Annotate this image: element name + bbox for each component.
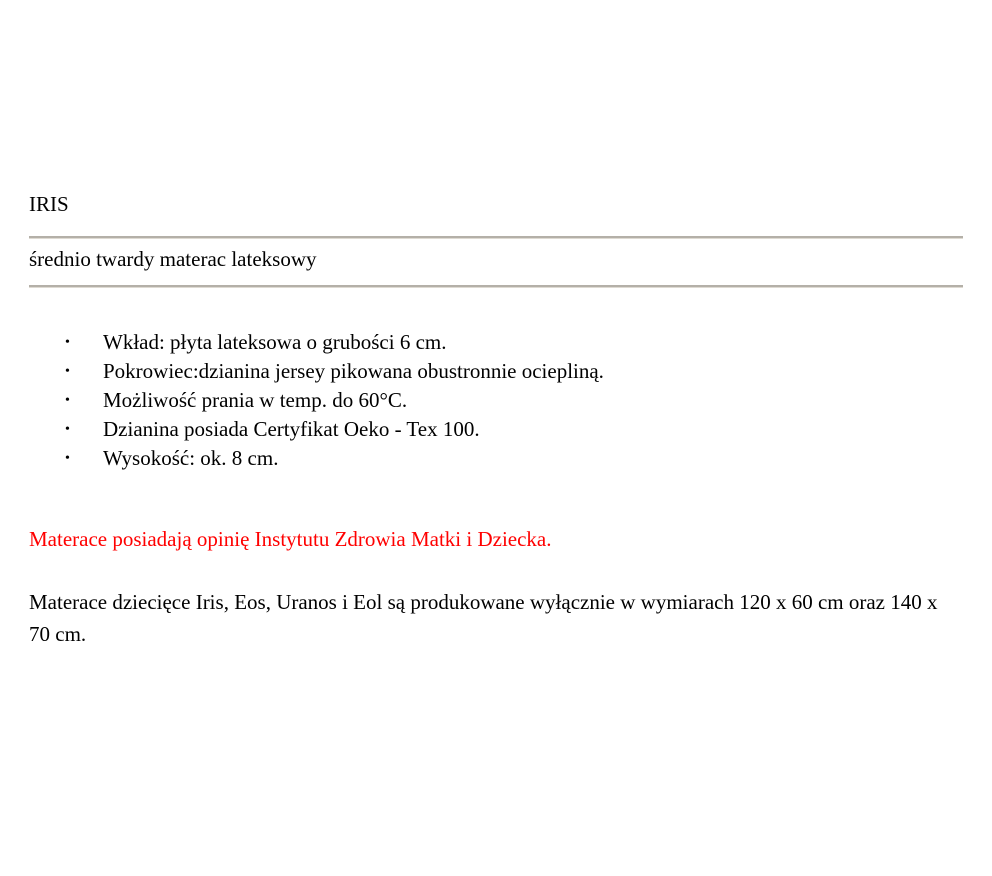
feature-text: Wysokość: ok. 8 cm. bbox=[103, 446, 279, 470]
certification-notice: Materace posiadają opinię Instytutu Zdrowia Matki i Dziecka. bbox=[29, 527, 552, 551]
feature-text: Wkład: płyta lateksowa o grubości 6 cm. bbox=[103, 330, 447, 354]
list-item bbox=[29, 444, 963, 473]
product-description bbox=[29, 190, 963, 650]
bullet-icon: • bbox=[65, 451, 70, 466]
list-item bbox=[29, 328, 963, 357]
product-subtitle: średnio twardy materac lateksowy bbox=[29, 247, 317, 271]
sizes-info: Materace dziecięce Iris, Eos, Uranos i Eol są produkowane wyłącznie w wymiarach 120 x 60 cm oraz 140 x 70 cm. bbox=[29, 590, 938, 646]
list-item bbox=[29, 357, 963, 386]
list-item bbox=[29, 386, 963, 415]
feature-text: Dzianina posiada Certyfikat Oeko - Tex 100. bbox=[103, 417, 480, 441]
product-name: IRIS bbox=[29, 192, 69, 216]
divider-top bbox=[29, 236, 963, 239]
bullet-icon: • bbox=[65, 422, 70, 437]
divider-bottom bbox=[29, 285, 963, 288]
feature-text: Pokrowiec:dzianina jersey pikowana obustronnie ociepliną. bbox=[103, 359, 604, 383]
bullet-icon: • bbox=[65, 393, 70, 408]
feature-list bbox=[29, 328, 963, 473]
bullet-icon: • bbox=[65, 335, 70, 350]
bullet-icon: • bbox=[65, 364, 70, 379]
list-item bbox=[29, 415, 963, 444]
feature-text: Możliwość prania w temp. do 60°C. bbox=[103, 388, 408, 412]
